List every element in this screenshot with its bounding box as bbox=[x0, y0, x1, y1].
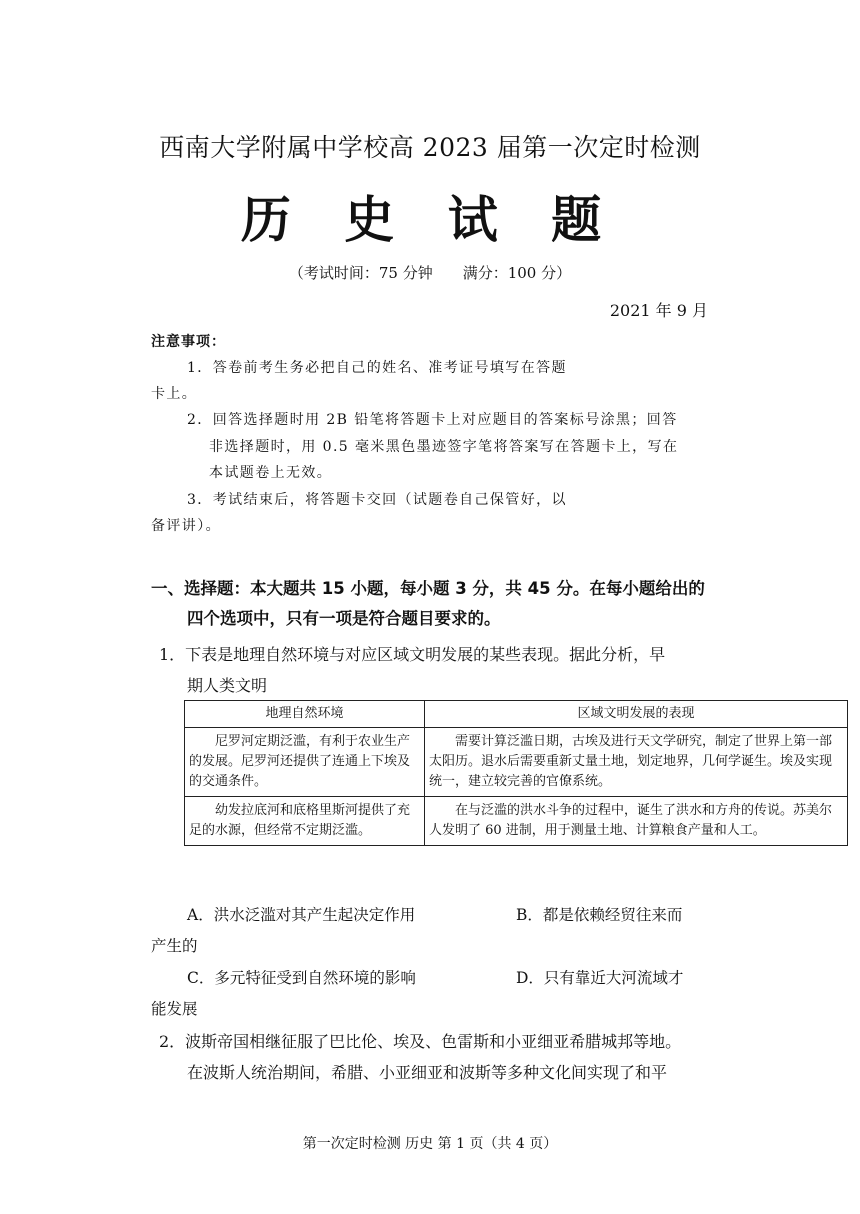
q1-option-d: D．只有靠近大河流域才 bbox=[516, 969, 684, 987]
q2-stem-cont: 在波斯人统治期间，希腊、小亚细亚和波斯等多种文化间实现了和平 bbox=[187, 1063, 668, 1082]
q1-option-c: C．多元特征受到自然环境的影响 bbox=[187, 969, 416, 987]
note-line: 非选择题时，用 0.5 毫米黑色墨迹签字笔将答案写在答题卡上，写在 bbox=[209, 439, 679, 455]
exam-date: 2021 年 9 月 bbox=[609, 301, 708, 320]
section-title: 一、选择题：本大题共 15 小题，每小题 3 分，共 45 分。在每小题给出的 bbox=[151, 579, 705, 598]
table-cell: 尼罗河定期泛滥，有利于农业生产的发展。尼罗河还提供了连通上下埃及的交通条件。 bbox=[185, 728, 425, 797]
page-footer: 第一次定时检测 历史 第 1 页（共 4 页） bbox=[302, 1136, 558, 1152]
table-cell: 在与泛滥的洪水斗争的过程中，诞生了洪水和方舟的传说。苏美尔人发明了 60 进制，用于测量土地、计算粮食产量和人工。 bbox=[425, 797, 848, 846]
note-line: 3．考试结束后，将答题卡交回（试题卷自己保管好，以 bbox=[187, 492, 567, 508]
table-row bbox=[185, 797, 848, 846]
q1-option-b-wrap: 产生的 bbox=[151, 937, 198, 955]
note-line: 备评讲）。 bbox=[151, 518, 221, 534]
note-line: 本试题卷上无效。 bbox=[209, 465, 333, 481]
note-line: 2．回答选择题时用 2B 铅笔将答题卡上对应题目的答案标号涂黑；回答 bbox=[187, 412, 678, 428]
table-header: 区域文明发展的表现 bbox=[425, 701, 848, 728]
table-header-row bbox=[185, 701, 848, 728]
q1-option-b: B．都是依赖经贸往来而 bbox=[516, 906, 683, 924]
q1-table bbox=[184, 700, 848, 846]
exam-info: （考试时间：75 分钟 满分：100 分） bbox=[288, 264, 572, 282]
q1-stem-cont: 期人类文明 bbox=[187, 676, 268, 695]
note-line: 1．答卷前考生务必把自己的姓名、准考证号填写在答题 bbox=[187, 360, 567, 376]
q2-stem: 2．波斯帝国相继征服了巴比伦、埃及、色雷斯和小亚细亚希腊城邦等地。 bbox=[159, 1032, 682, 1051]
subject-title: 历 史 试 题 bbox=[240, 191, 620, 249]
table-cell: 幼发拉底河和底格里斯河提供了充足的水源，但经常不定期泛滥。 bbox=[185, 797, 425, 846]
school-title: 西南大学附属中学校高 2023 届第一次定时检测 bbox=[159, 133, 701, 162]
table-cell: 需要计算泛滥日期，古埃及进行天文学研究，制定了世界上第一部太阳历。退水后需要重新丈量土地，划定地界，几何学诞生。埃及实现统一，建立较完善的官僚系统。 bbox=[425, 728, 848, 797]
q1-option-d-wrap: 能发展 bbox=[151, 1000, 198, 1018]
table-row bbox=[185, 728, 848, 797]
table-header: 地理自然环境 bbox=[185, 701, 425, 728]
section-title-cont: 四个选项中，只有一项是符合题目要求的。 bbox=[187, 609, 501, 628]
note-line: 卡上。 bbox=[151, 386, 198, 402]
q1-option-a: A．洪水泛滥对其产生起决定作用 bbox=[187, 906, 416, 924]
notes-title: 注意事项： bbox=[151, 334, 226, 350]
q1-stem: 1．下表是地理自然环境与对应区域文明发展的某些表现。据此分析，早 bbox=[159, 645, 666, 664]
